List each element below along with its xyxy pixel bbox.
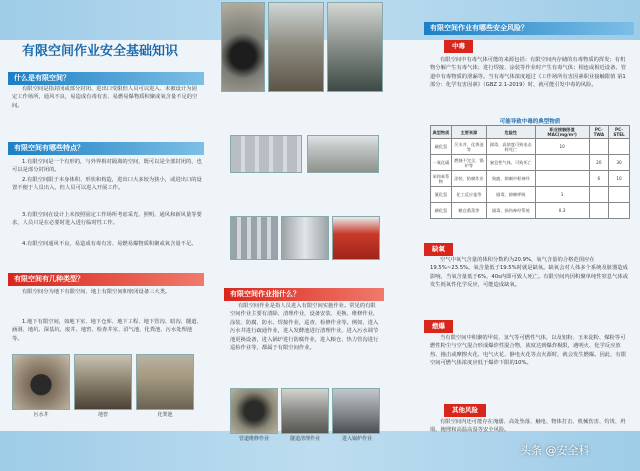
section-text: 当有限空间中积聚的甲烷、氢气等可燃性气体，以及铝粉、玉米淀粉、煤粉等可燃性粉尘与空气混合形成爆炸性混合物，浓度达到爆炸极限，遇明火、化学反应放热、撞击或摩擦火花、电气火花、静电火花等点火源时，就会发生燃爆。因此，有限空间可燃气体浓度应低于爆炸下限的10%。 (430, 335, 626, 367)
subheading: 燃爆 (424, 320, 453, 333)
watermark: 头条 @安全科 (520, 444, 590, 457)
foundation-pit-photo (268, 2, 324, 92)
col-header: PC-STEL (609, 126, 630, 139)
list-item: 1.有限空间是一个有形的，与外界相对隔离的空间，既可以是全部封闭的，也可以是部分封闭的。 (12, 159, 202, 174)
photo-caption: 化粪池 (157, 412, 173, 418)
col-header: 危险性 (486, 126, 535, 139)
boiler-entry-photo (332, 388, 380, 434)
cell: 剧毒，高浓度可致电击样死亡 (486, 139, 535, 155)
table-row (431, 187, 630, 203)
list-item: 2.有限空间限于本身体积、形状和构造，进出口大多较为狭小，或进出口的设置不便于人员出入，但人员可以进入开展工作。 (12, 177, 202, 192)
table-row (431, 155, 630, 171)
section-heading: 有限空间有几种类型？ (8, 273, 204, 286)
cell (609, 187, 630, 203)
section-text: 空气中氧气含量的体积分数约为20.9%，氧气含量的合格范围应在19.5%~23.5%。氧含量低于19.5%时就是缺氧。缺氧会对人体多个系统及脏器造成影响，当氧含量低于6%，40s内即可致人死亡。有限空间内因积聚单纯性窒息气体或发生耗氧性化学反应，可能造成缺氧。 (430, 257, 628, 289)
col-header: PC-TWA (589, 126, 608, 139)
cell: 0.3 (535, 203, 589, 219)
sewage-pool-photo (327, 2, 383, 92)
section-text: 有限空间作业是指人员进入有限空间实施作业。常见的有限空间作业主要有清除、清理作业，设备安装、更换、维修作业，涂装、防腐、防水、焊接作业，巡查、检修作业等。例如，进入污水井进行疏通作业，进入发酵池进行清理作业，进入污水调节池更换设备，进入锅炉进行防腐作业，进入粮仓、热力管沟进行巡检作业等，都属于有限空间作业。 (230, 303, 379, 352)
list-item: 3.有限空间在设计上未按照固定工作场所考虑采光、照明、通风和新风量等要求，人员只是在必要时进入进行临时性工作。 (12, 212, 202, 227)
cell: 剧毒，抑制呼吸 (486, 187, 535, 203)
cell: 6 (589, 171, 608, 187)
storage-tank-photo (230, 216, 278, 260)
cell (589, 187, 608, 203)
cell (609, 203, 630, 219)
granary-photo (307, 135, 379, 173)
section-text: 有限空间中有毒气体可能的来源包括：有限空间内存储的有毒物质的挥发；有机物分解产生有毒气体；进行焊接、涂装等作业时产生有毒气体；相连或相近设备、管道中有毒物质的泄漏等。当有毒气体浓度超过《工作场所有害因素职业接触限值 第1部分：化学有害因素》（GBZ 2.1-2019）时，就可能引发中毒的风险。 (430, 57, 626, 89)
toxic-substances-table (430, 125, 630, 219)
pipe-repair-photo (230, 388, 278, 434)
section-text (230, 186, 380, 212)
cell: 10 (535, 139, 589, 155)
cell: 致癌，抑制中枢神经 (486, 171, 535, 187)
cell (535, 155, 589, 171)
section-text: 有限空间是指封闭或部分封闭、进出口受限但人员可以进入、未被设计为固定工作场所，通风不良，易造成有毒有害、易燃易爆物质积聚或氧含量不足的空间。 (12, 86, 198, 109)
col-header: 主要来源 (451, 126, 486, 139)
cell: 窒息性气体，可致死亡 (486, 155, 535, 171)
table-row (431, 139, 630, 155)
cell: 燃烧不完全、锅炉等 (451, 155, 486, 171)
table-row (431, 203, 630, 219)
section-heading: 有限空间作业指什么？ (224, 288, 384, 301)
cell: 一氧化碳 (431, 155, 452, 171)
cell: 30 (609, 155, 630, 171)
boiler-photo (332, 216, 380, 260)
subheading: 缺氧 (424, 243, 453, 256)
cell: 10 (609, 171, 630, 187)
cell (535, 171, 589, 187)
subheading: 中毒 (444, 40, 473, 53)
cell: 1 (535, 187, 589, 203)
reaction-tower-photo (281, 216, 329, 260)
cellar-photo (74, 354, 132, 410)
cell: 涂装、防腐作业 (451, 171, 486, 187)
cell: 磷化氢 (431, 203, 452, 219)
photo-caption: 进入锅炉作业 (341, 436, 372, 442)
photo-caption: 地窖 (97, 412, 108, 418)
fermentation-tank-photo (230, 135, 302, 173)
section-text: 有限空间内还可能存在淹溺、高处坠落、触电、物体打击、机械伤害、灼烫、坍塌、掩埋和高温高湿等安全风险。 (430, 419, 626, 434)
table-title: 可能导致中毒的典型物质 (499, 119, 561, 125)
septic-tank-photo (136, 354, 194, 410)
cell: 硫化氢 (431, 139, 452, 155)
tunnel-cleaning-photo (281, 388, 329, 434)
table-header-row (431, 126, 630, 139)
cell: 化工反应釜等 (451, 187, 486, 203)
cell: 污水井、化粪池等 (451, 139, 486, 155)
list-item: 4.有限空间通风不良，易造成有毒有害、易燃易爆物质积聚或氧含量不足。 (22, 241, 197, 247)
section-heading: 有限空间作业有哪些安全风险？ (424, 22, 634, 35)
subheading: 其他风险 (444, 404, 486, 417)
cell: 剧毒，损伤神经系统 (486, 203, 535, 219)
photo-caption: 污水井 (33, 412, 49, 418)
section-heading: 有限空间有哪些特点？ (8, 142, 204, 155)
col-header: 典型物质 (431, 126, 452, 139)
cell: 苯和苯系物 (431, 171, 452, 187)
section-text: 1.地下有限空间，如地下室、地下仓库、地下工程、地下管沟、暗沟、隧道、涵洞、地坑、深基坑、废井、地窖、检查井室、沼气池、化粪池、污水处理池等。 (12, 319, 202, 342)
section-text: 有限空间分为地下有限空间、地上有限空间和密闭设备三大类。 (22, 289, 171, 295)
cell: 粮仓熏蒸等 (451, 203, 486, 219)
cell: 氰化氢 (431, 187, 452, 203)
section-heading: 什么是有限空间？ (8, 72, 204, 85)
photo-caption: 隧道清理作业 (289, 436, 320, 442)
cell: 20 (589, 155, 608, 171)
cell (589, 203, 608, 219)
photo-caption: 管道维修作业 (238, 436, 269, 442)
cell (589, 139, 608, 155)
cell (609, 139, 630, 155)
section-text (230, 105, 380, 131)
manhole-photo (12, 354, 70, 410)
page-title: 有限空间作业安全基础知识 (22, 44, 179, 59)
table-row (431, 171, 630, 187)
col-header: 职业接触限值 MAC(mg/m³) (535, 126, 589, 139)
cable-well-photo (221, 2, 265, 92)
